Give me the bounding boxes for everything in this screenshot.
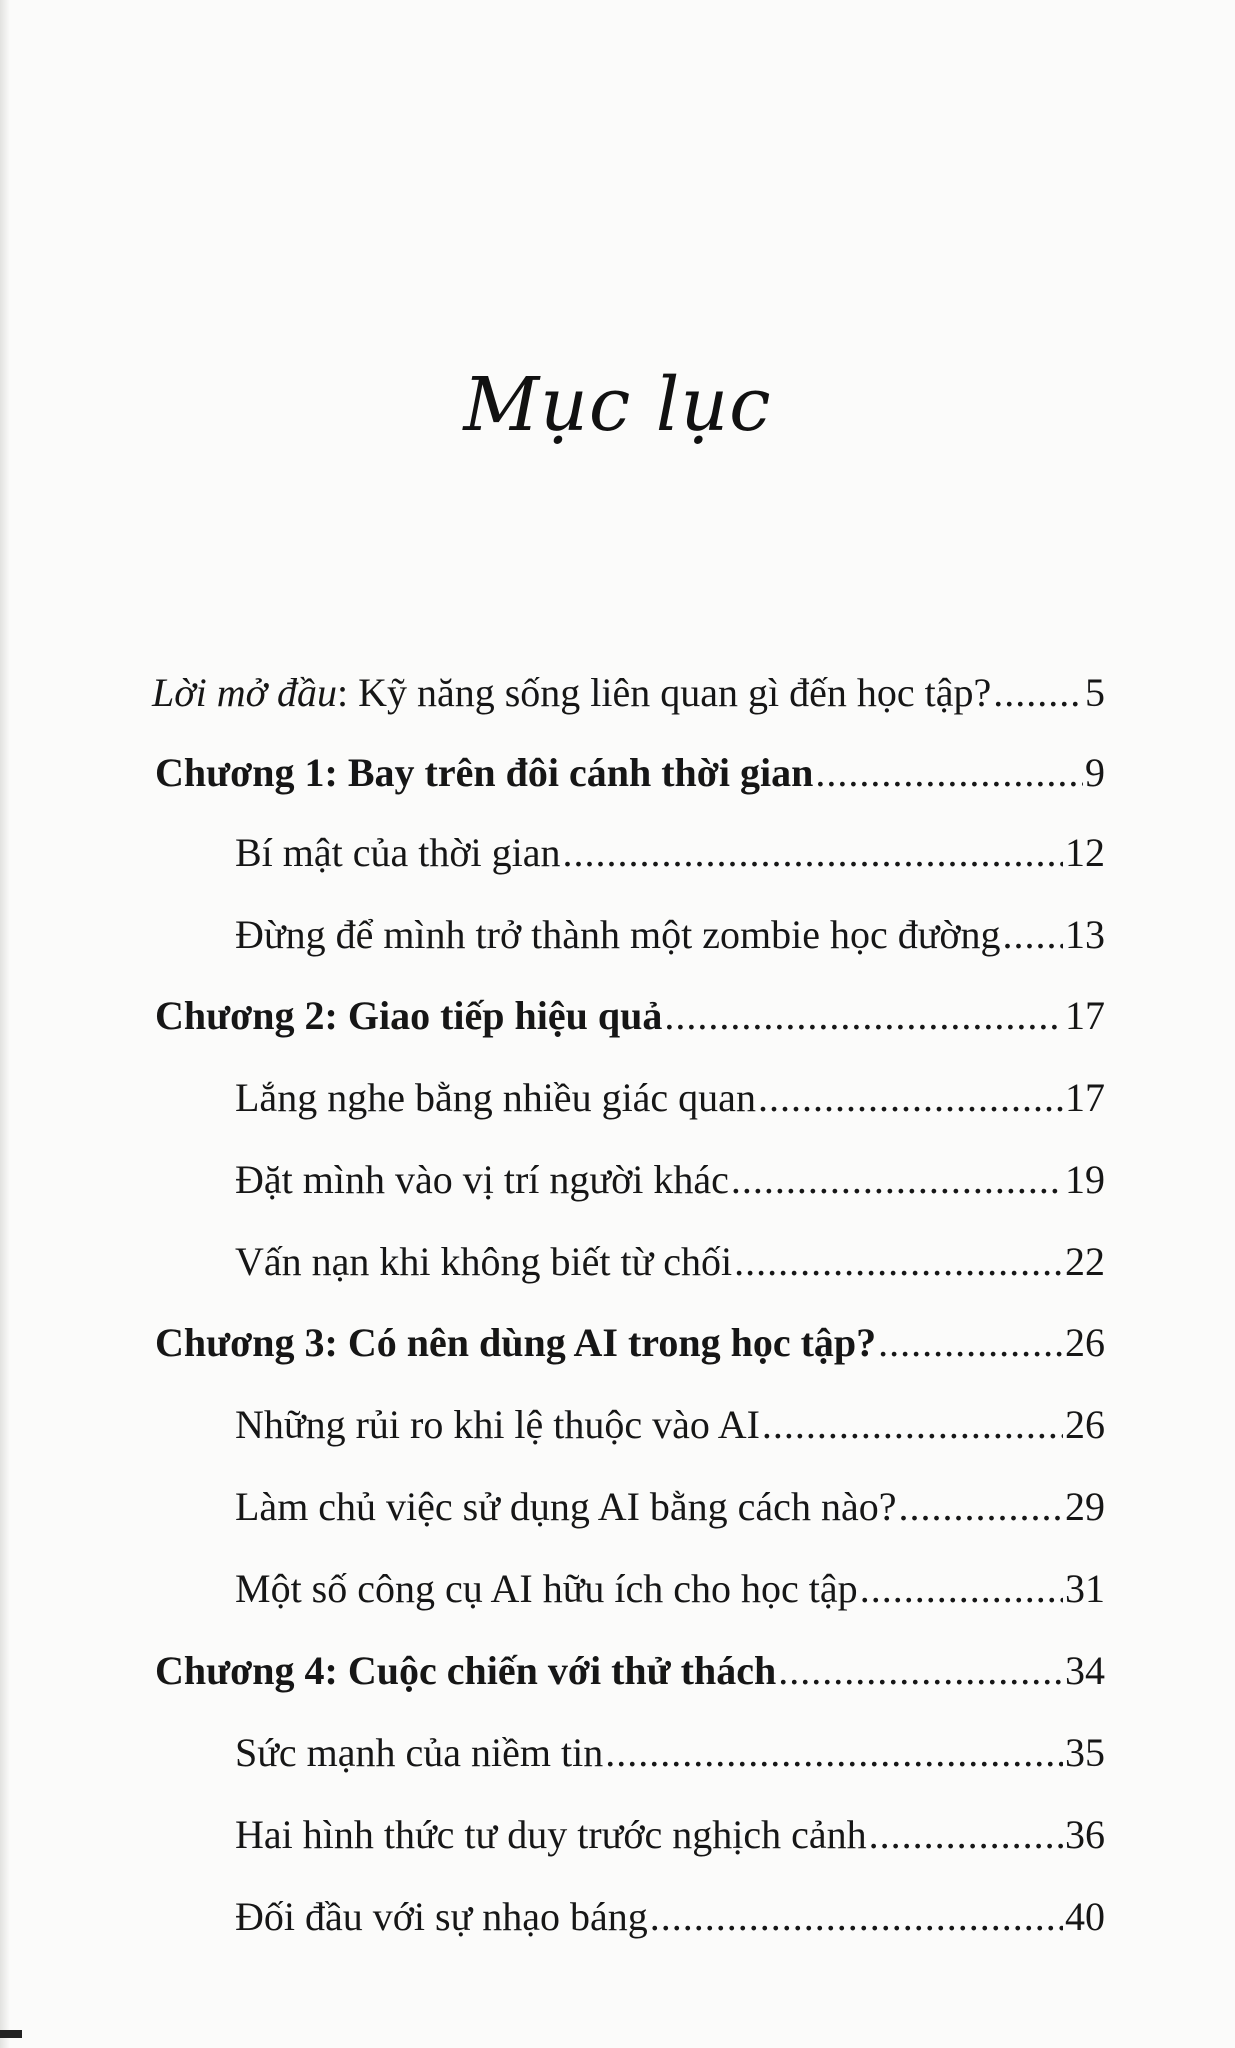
toc-entry-label: Lắng nghe bằng nhiều giác quan: [235, 1075, 756, 1120]
toc-entry-section: [235, 1154, 1105, 1206]
dot-leader: [734, 1236, 1063, 1288]
toc-entry-section: [235, 1072, 1105, 1124]
intro-prefix: Lời mở đầu: [152, 670, 337, 715]
toc-entry-section: [235, 1891, 1105, 1943]
toc-entry-intro: [152, 667, 1105, 719]
dot-leader: [762, 1399, 1063, 1451]
toc-entry-label: Chương 4: Cuộc chiến với thử thách: [155, 1648, 777, 1693]
dot-leader: [778, 1645, 1063, 1697]
toc-entry-section: [235, 1809, 1105, 1861]
toc-entry-section: [235, 1481, 1105, 1533]
toc-entry-section: [235, 1563, 1105, 1615]
toc-page-number: 34: [1065, 1648, 1105, 1693]
toc-page-number: 35: [1065, 1730, 1105, 1775]
toc-page-number: 5: [1085, 670, 1105, 715]
toc-entry-label: Đối đầu với sự nhạo báng: [235, 1894, 648, 1939]
toc-entry-label: Đặt mình vào vị trí người khác: [235, 1157, 729, 1202]
toc-entry-label: Vấn nạn khi không biết từ chối: [235, 1239, 733, 1284]
toc-entry-chapter: [155, 1645, 1105, 1697]
dot-leader: [731, 1154, 1063, 1206]
toc-page-number: 22: [1065, 1239, 1105, 1284]
page-title: Mục lục: [463, 362, 772, 448]
intro-rest: : Kỹ năng sống liên quan gì đến học tập?: [336, 670, 992, 715]
dot-leader: [993, 667, 1083, 719]
toc-page-number: 17: [1065, 1075, 1105, 1120]
toc-entry-section: [235, 827, 1105, 879]
dot-leader: [563, 827, 1063, 879]
dot-leader: [898, 1481, 1063, 1533]
dot-leader: [664, 990, 1063, 1042]
toc-entry-label: Chương 3: Có nên dùng AI trong học tập?: [155, 1320, 877, 1365]
page-edge-mark: [0, 2030, 22, 2038]
toc-page-number: 13: [1065, 912, 1105, 957]
toc-entry-section: [235, 1236, 1105, 1288]
dot-leader: [1003, 909, 1063, 961]
toc-entry-chapter: [155, 747, 1105, 799]
dot-leader: [758, 1072, 1063, 1124]
dot-leader: [860, 1563, 1063, 1615]
toc-page-number: 40: [1065, 1894, 1105, 1939]
toc-entry-label: Chương 1: Bay trên đôi cánh thời gian: [155, 750, 814, 795]
toc-entry-label: Làm chủ việc sử dụng AI bằng cách nào?: [235, 1484, 897, 1529]
toc-entry-chapter: [155, 1317, 1105, 1369]
toc-entry-label: Sức mạnh của niềm tin: [235, 1730, 604, 1775]
toc-page-number: 9: [1085, 750, 1105, 795]
toc-entry-label: Hai hình thức tư duy trước nghịch cảnh: [235, 1812, 867, 1857]
toc-entry-label: Một số công cụ AI hữu ích cho học tập: [235, 1566, 858, 1611]
toc-page-number: 12: [1065, 830, 1105, 875]
dot-leader: [650, 1891, 1063, 1943]
toc-page-number: 36: [1065, 1812, 1105, 1857]
dot-leader: [878, 1317, 1063, 1369]
toc-entry-label: Bí mật của thời gian: [235, 830, 561, 875]
toc-entry-chapter: [155, 990, 1105, 1042]
toc-entry-label: [152, 667, 991, 719]
toc-entry-label: Chương 2: Giao tiếp hiệu quả: [155, 993, 663, 1038]
toc-entry-label: Đừng để mình trở thành một zombie học đường: [235, 912, 1001, 957]
toc-entry-section: [235, 1399, 1105, 1451]
toc-page-number: 26: [1065, 1402, 1105, 1447]
dot-leader: [869, 1809, 1063, 1861]
toc-page-number: 19: [1065, 1157, 1105, 1202]
dot-leader: [815, 747, 1083, 799]
toc-page-number: 26: [1065, 1320, 1105, 1365]
dot-leader: [605, 1727, 1063, 1779]
toc-page-number: 17: [1065, 993, 1105, 1038]
toc-entry-label: Những rủi ro khi lệ thuộc vào AI: [235, 1402, 760, 1447]
toc-entry-section: [235, 1727, 1105, 1779]
toc-page-number: 31: [1065, 1566, 1105, 1611]
toc-page-number: 29: [1065, 1484, 1105, 1529]
toc-entry-section: [235, 909, 1105, 961]
